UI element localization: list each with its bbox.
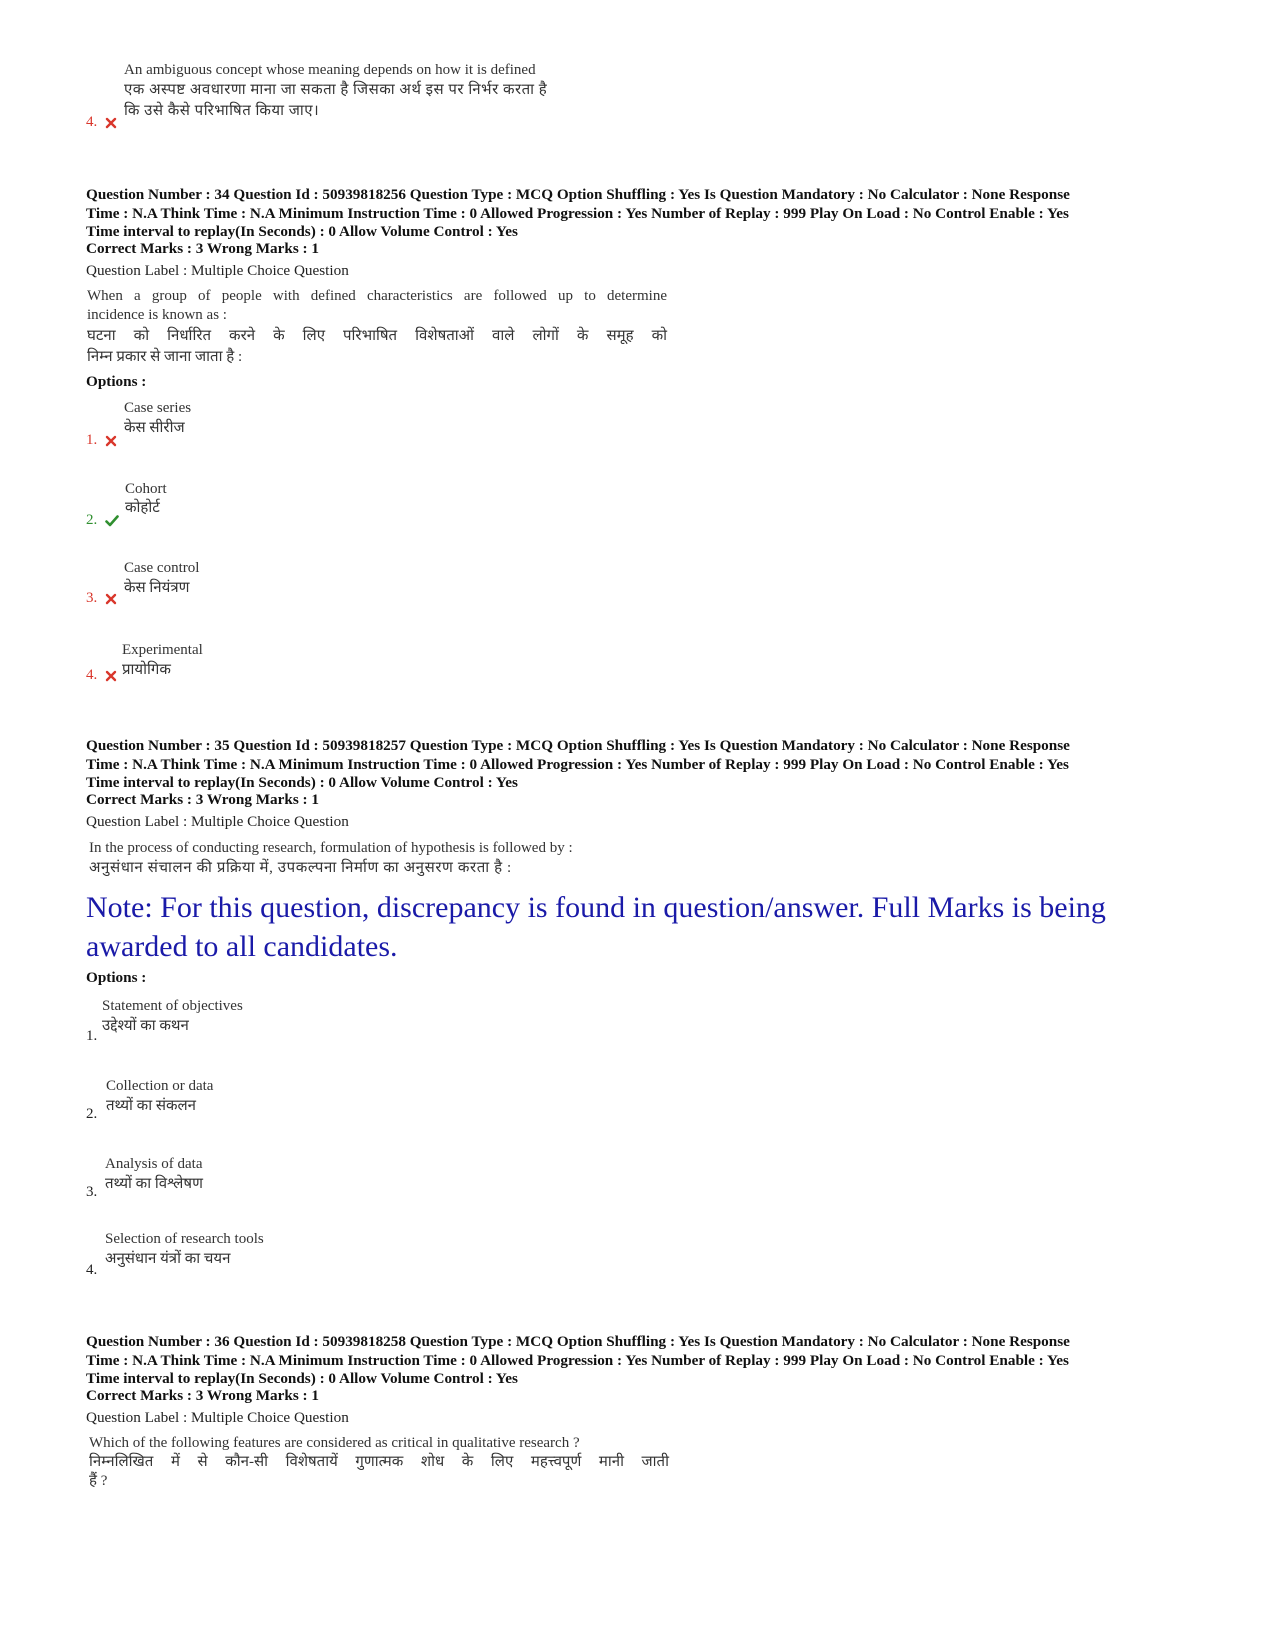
cross-icon — [105, 670, 117, 682]
cross-icon — [105, 435, 117, 447]
q35-option-3-en: Analysis of data — [105, 1156, 203, 1172]
q34-option-1 — [86, 432, 117, 449]
q36-meta-line3: Time interval to replay(In Seconds) : 0 Allow Volume Control : Yes — [86, 1370, 518, 1387]
q34-option-4-hi: प्रायोगिक — [122, 662, 171, 678]
prev-option-4-hi-line2: कि उसे कैसे परिभाषित किया जाए। — [124, 103, 320, 119]
q34-option-4-number: 4. — [86, 667, 98, 683]
q36-text-hi-line2: हैं ? — [89, 1473, 108, 1489]
q35-text-en: In the process of conducting research, formulation of hypothesis is followed by : — [89, 840, 573, 856]
q34-text-en-line2: incidence is known as : — [87, 307, 227, 323]
q35-marks: Correct Marks : 3 Wrong Marks : 1 — [86, 791, 319, 808]
cross-icon — [105, 593, 117, 605]
q34-text — [87, 287, 667, 367]
q34-marks: Correct Marks : 3 Wrong Marks : 1 — [86, 240, 319, 257]
q35-option-3-number: 3. — [86, 1184, 98, 1200]
q34-option-4-en: Experimental — [122, 642, 203, 658]
q35-meta-line1: Question Number : 35 Question Id : 50939818257 Question Type : MCQ Option Shuffling : Yes Is Question Mandatory : No Calculator : None Response — [86, 737, 1070, 754]
q36-marks: Correct Marks : 3 Wrong Marks : 1 — [86, 1387, 319, 1404]
q35-option-1-hi: उद्देश्यों का कथन — [102, 1018, 189, 1034]
prev-option-4-number-row — [86, 114, 117, 131]
q36-text-en: Which of the following features are considered as critical in qualitative research ? — [89, 1435, 580, 1451]
q34-meta-line2: Time : N.A Think Time : N.A Minimum Instruction Time : 0 Allowed Progression : Yes Number of Replay : 999 Play On Load : No Control Enable : Yes — [86, 204, 1069, 222]
q35-option-1-en: Statement of objectives — [102, 998, 243, 1014]
q36-text — [89, 1434, 669, 1491]
q34-meta-line3: Time interval to replay(In Seconds) : 0 Allow Volume Control : Yes — [86, 223, 518, 240]
cross-icon — [105, 117, 117, 129]
q34-option-2-en: Cohort — [125, 481, 167, 497]
q34-option-2-number: 2. — [86, 512, 98, 528]
q35-meta — [86, 737, 1176, 793]
q34-option-3-en: Case control — [124, 560, 200, 576]
q34-option-1-en: Case series — [124, 400, 192, 416]
q34-options-header: Options : — [86, 373, 147, 390]
q34-meta-line1: Question Number : 34 Question Id : 50939818256 Question Type : MCQ Option Shuffling : Yes Is Question Mandatory : No Calculator : None Response — [86, 186, 1070, 203]
q34-option-2-hi: कोहोर्ट — [125, 500, 160, 516]
prev-option-4-hi-line1: एक अस्पष्ट अवधारणा माना जा सकता है जिसका अर्थ इस पर निर्भर करता है — [124, 82, 548, 98]
prev-option-4-number: 4. — [86, 114, 98, 130]
prev-option-4-en: An ambiguous concept whose meaning depends on how it is defined — [124, 62, 536, 78]
q34-option-1-hi: केस सीरीज — [124, 420, 185, 436]
q35-option-2-hi: तथ्यों का संकलन — [106, 1098, 196, 1114]
q35-option-2-en: Collection or data — [106, 1078, 214, 1094]
q34-option-3 — [86, 590, 117, 607]
q36-meta-line1: Question Number : 36 Question Id : 50939818258 Question Type : MCQ Option Shuffling : Yes Is Question Mandatory : No Calculator : None Response — [86, 1333, 1070, 1350]
q35-options-header: Options : — [86, 969, 147, 986]
q34-option-2 — [86, 512, 119, 529]
q35-option-1-number: 1. — [86, 1028, 98, 1044]
q35-option-4-hi: अनुसंधान यंत्रों का चयन — [105, 1251, 231, 1267]
q34-text-hi-line1: घटना को निर्धारित करने के लिए परिभाषित विशेषताओं वाले लोगों के समूह को — [87, 328, 667, 344]
q34-text-hi-line2: निम्न प्रकार से जाना जाता है : — [87, 349, 243, 365]
discrepancy-note: Note: For this question, discrepancy is found in question/answer. Full Marks is being awarded to all candidates. — [86, 891, 1106, 963]
q35-meta-line3: Time interval to replay(In Seconds) : 0 Allow Volume Control : Yes — [86, 774, 518, 791]
q34-text-en-line1: When a group of people with defined characteristics are followed up to determine — [87, 288, 667, 304]
q34-option-3-number: 3. — [86, 590, 98, 606]
check-icon — [105, 515, 119, 527]
q36-label: Question Label : Multiple Choice Question — [86, 1409, 349, 1426]
q34-meta — [86, 186, 1176, 242]
q34-label: Question Label : Multiple Choice Question — [86, 262, 349, 279]
q34-option-3-hi: केस नियंत्रण — [124, 580, 190, 596]
q34-option-4 — [86, 667, 117, 684]
q36-meta — [86, 1333, 1176, 1389]
q35-label: Question Label : Multiple Choice Question — [86, 813, 349, 830]
q34-option-1-number: 1. — [86, 432, 98, 448]
q36-meta-line2: Time : N.A Think Time : N.A Minimum Instruction Time : 0 Allowed Progression : Yes Number of Replay : 999 Play On Load : No Control Enable : Yes — [86, 1351, 1069, 1369]
q35-option-3-hi: तथ्यों का विश्लेषण — [105, 1176, 203, 1192]
q36-text-hi-line1: निम्नलिखित में से कौन-सी विशेषतायें गुणात्मक शोध के लिए महत्त्वपूर्ण मानी जाती — [89, 1454, 669, 1470]
q35-option-4-en: Selection of research tools — [105, 1231, 264, 1247]
q35-text-hi: अनुसंधान संचालन की प्रक्रिया में, उपकल्पना निर्माण का अनुसरण करता है : — [89, 860, 512, 876]
q35-meta-line2: Time : N.A Think Time : N.A Minimum Instruction Time : 0 Allowed Progression : Yes Number of Replay : 999 Play On Load : No Control Enable : Yes — [86, 755, 1069, 773]
q35-option-2-number: 2. — [86, 1106, 98, 1122]
q35-option-4-number: 4. — [86, 1262, 98, 1278]
